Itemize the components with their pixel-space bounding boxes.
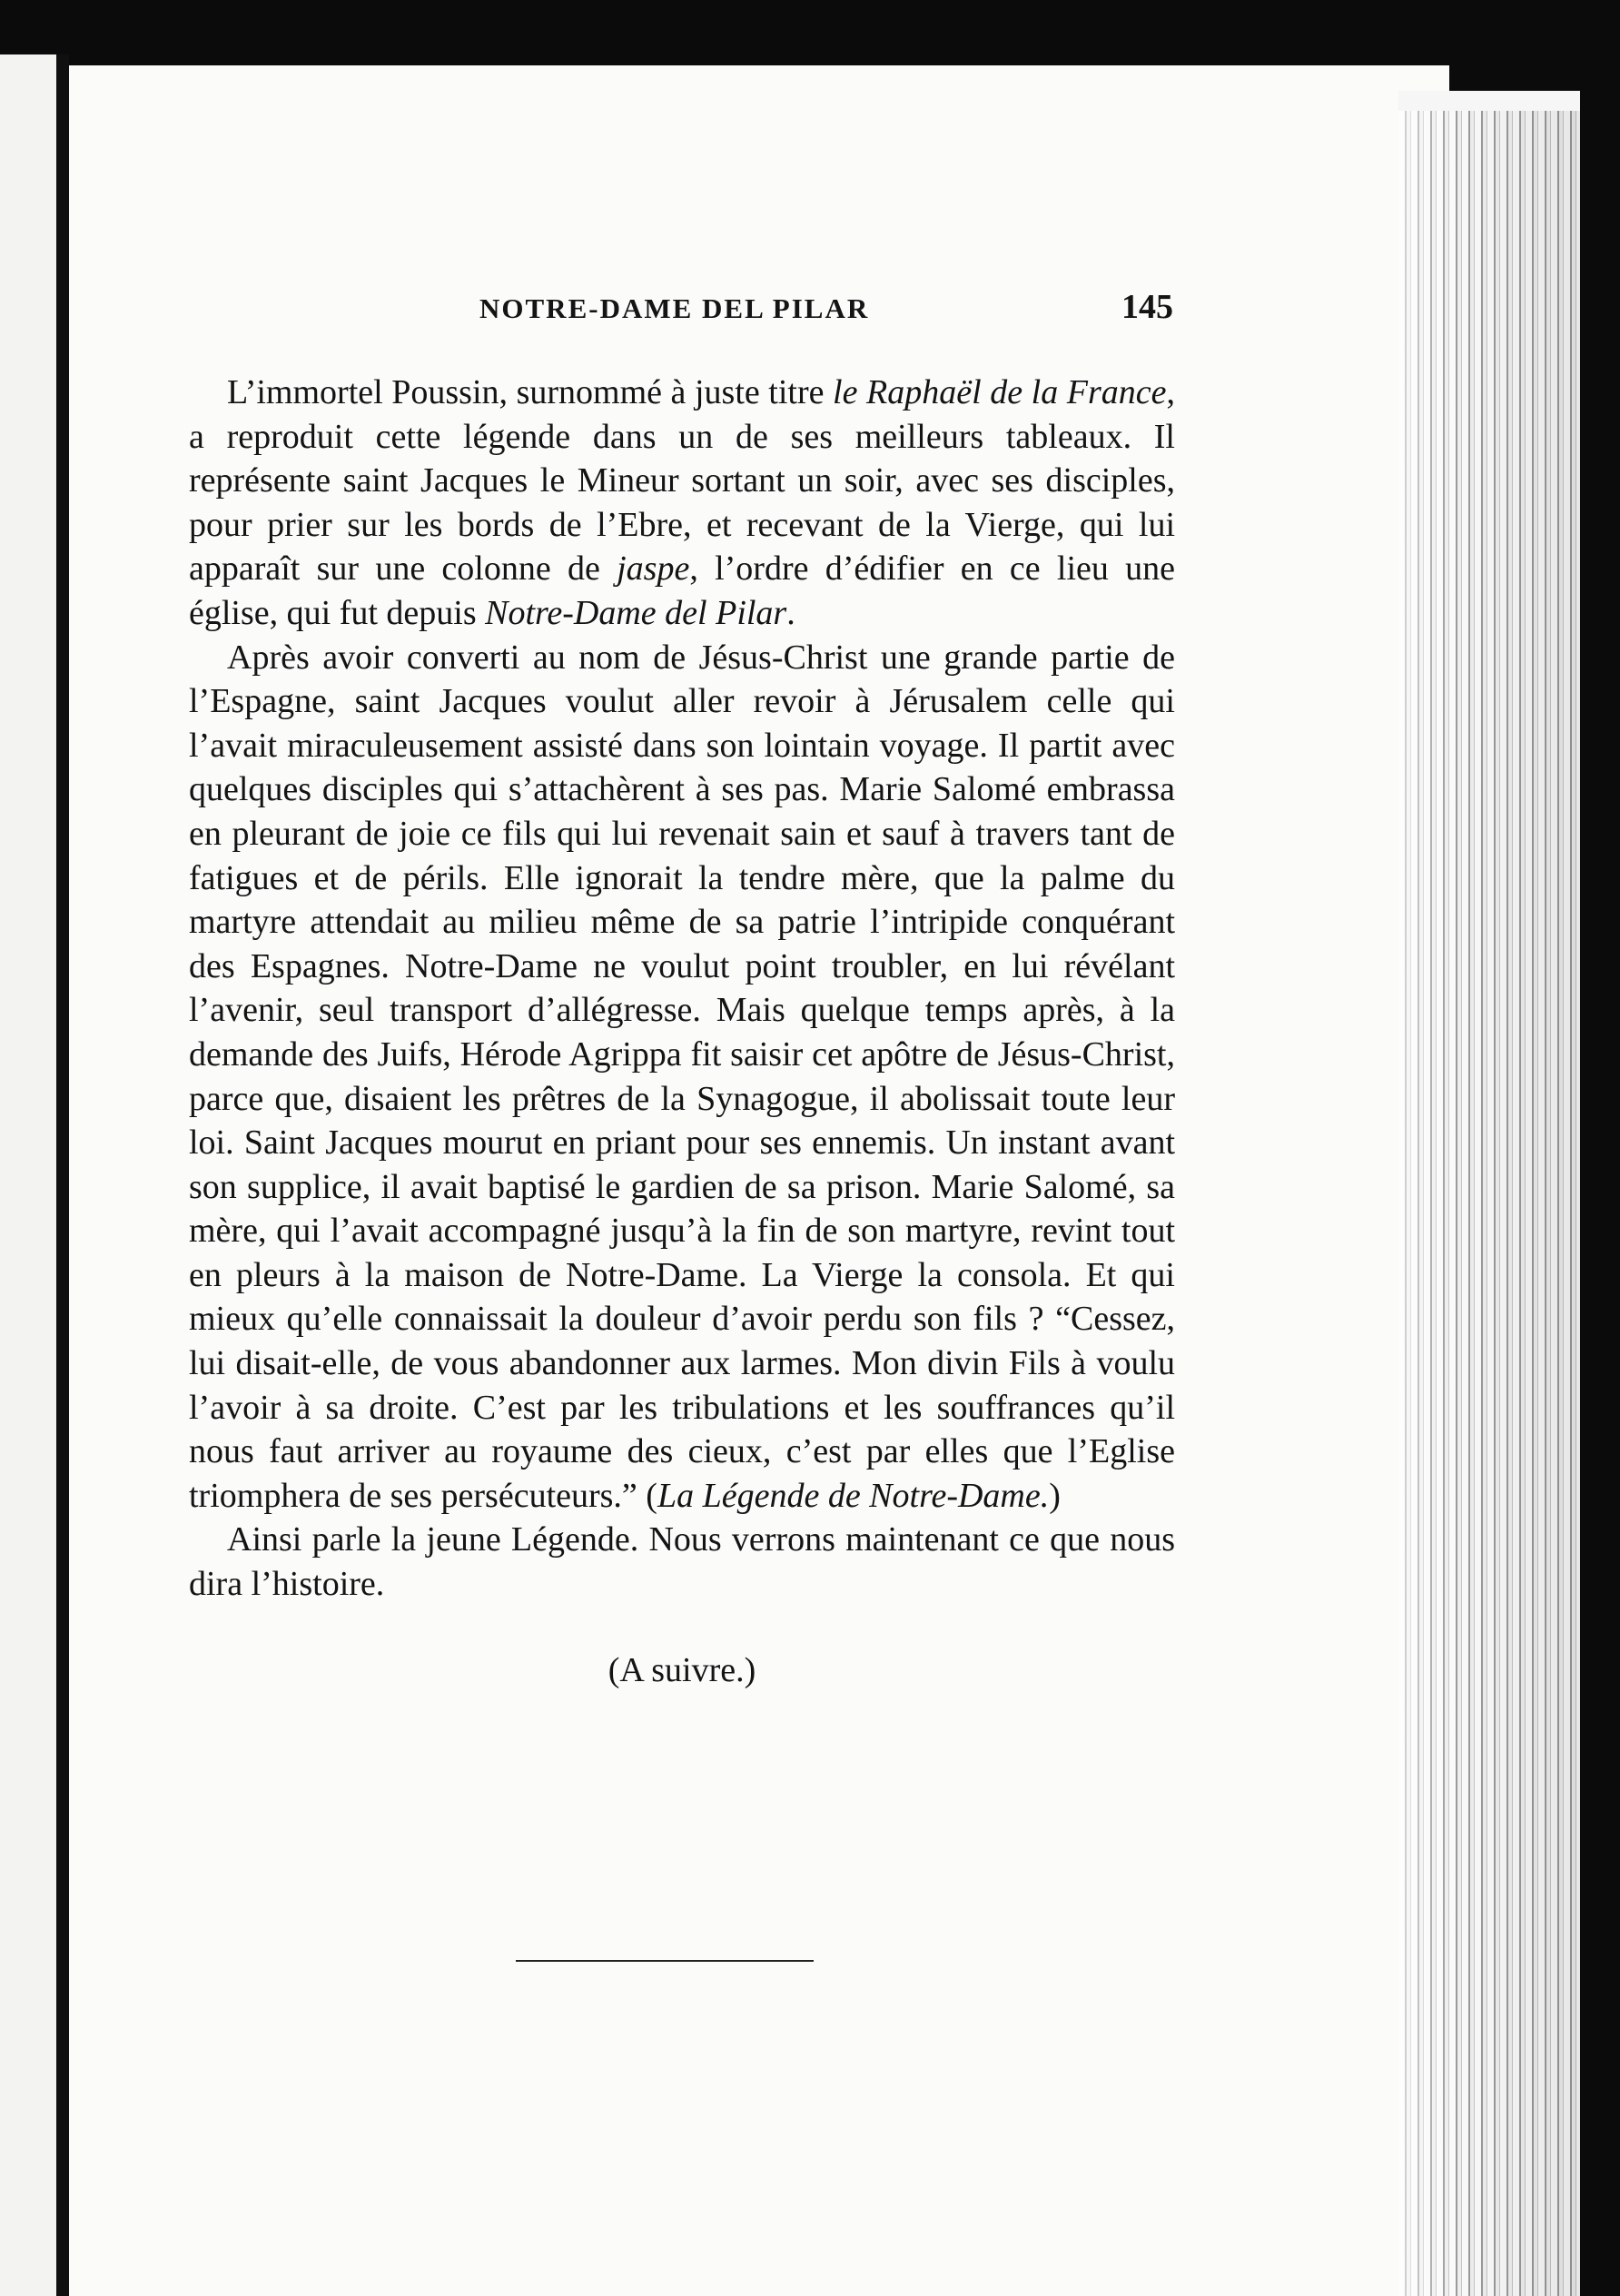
- book-gutter: [56, 54, 69, 2296]
- page-text: [189, 287, 1175, 1692]
- text-run: L’immortel Poussin, surnommé à juste titre: [227, 373, 834, 411]
- text-run: Ainsi parle la jeune Légende. Nous verrons maintenant ce que nous dira l’histoire.: [189, 1520, 1175, 1604]
- scan-background: [1580, 0, 1620, 2296]
- to-be-continued: (A suivre.): [608, 1650, 756, 1689]
- closing-rule: [516, 1960, 814, 1962]
- running-head: [189, 287, 1175, 327]
- paragraph-2: [189, 636, 1175, 1519]
- paragraph-3: [189, 1518, 1175, 1606]
- italic-text-run: jaspe: [617, 549, 690, 589]
- facing-page-edge: [0, 54, 56, 2296]
- italic-text-run: le Raphaël de la France: [833, 373, 1167, 411]
- text-run: .: [786, 593, 795, 632]
- page-stack-top: [1398, 91, 1580, 111]
- italic-text-run: La Légende de Notre-Dame.: [657, 1476, 1050, 1515]
- paragraph-1: [189, 371, 1175, 636]
- text-run: ): [1049, 1476, 1061, 1515]
- page-stack-shading: [1398, 91, 1580, 2296]
- italic-text-run: Notre-Dame del Pilar: [485, 593, 787, 632]
- page-number: 145: [1121, 288, 1173, 326]
- text-run: Après avoir converti au nom de Jésus-Christ une grande partie de l’Espagne, saint Jacques voulut aller revoir à Jérusalem celle qui l’avait miraculeusement assisté dans son lointain voyage. Il partit avec quelques disciples qui s’attachèrent à ses pas. Marie Salomé embrassa en pleurant de joie ce fils qui lui revenait sain et sauf à travers tant de fatigues et de périls. Elle ignorait la tendre mère, que la palme du martyre attendait au milieu même de sa patrie l’intripide conquérant des Espagnes. Notre-Dame ne voulut point troubler, en lui révélant l’avenir, seul transport d’allégresse. Mais quelque temps après, à la demande des Juifs, Hérode Agrippa fit saisir cet apôtre de Jésus-Christ, parce que, disaient les prêtres de la Synagogue, il abolissait toute leur loi. Saint Jacques mourut en priant pour ses ennemis. Un instant avant son supplice, il avait baptisé le gardien de sa prison. Marie Salomé, sa mère, qui l’avait accompagné jusqu’à la fin de son martyre, revint tout en pleurs à la maison de Notre-Dame. La Vierge la consola. Et qui mieux qu’elle connaissait la douleur d’avoir perdu son fils ? “Cessez, lui disait-elle, de vous abandonner aux larmes. Mon divin Fils à voulu l’avoir à sa droite. C’est par les tribulations et les souffrances qu’il nous faut arriver au royaume des cieux, c’est par elles que l’Eglise triomphera de ses persécuteurs.” (: [189, 638, 1175, 1515]
- text-run: , a reproduit cette légende dans un de ses meilleurs tableaux. Il représente saint Jacques le Mineur sortant un soir, avec ses disciples, pour prier sur les bords de l’Ebre, et recevant de la Vierge, qui lui apparaît sur une colonne de: [189, 373, 1175, 589]
- running-head-title: NOTRE-DAME DEL PILAR: [479, 292, 870, 324]
- text-run: , l’ordre d’édifier en ce lieu une église, qui fut depuis: [189, 549, 1175, 632]
